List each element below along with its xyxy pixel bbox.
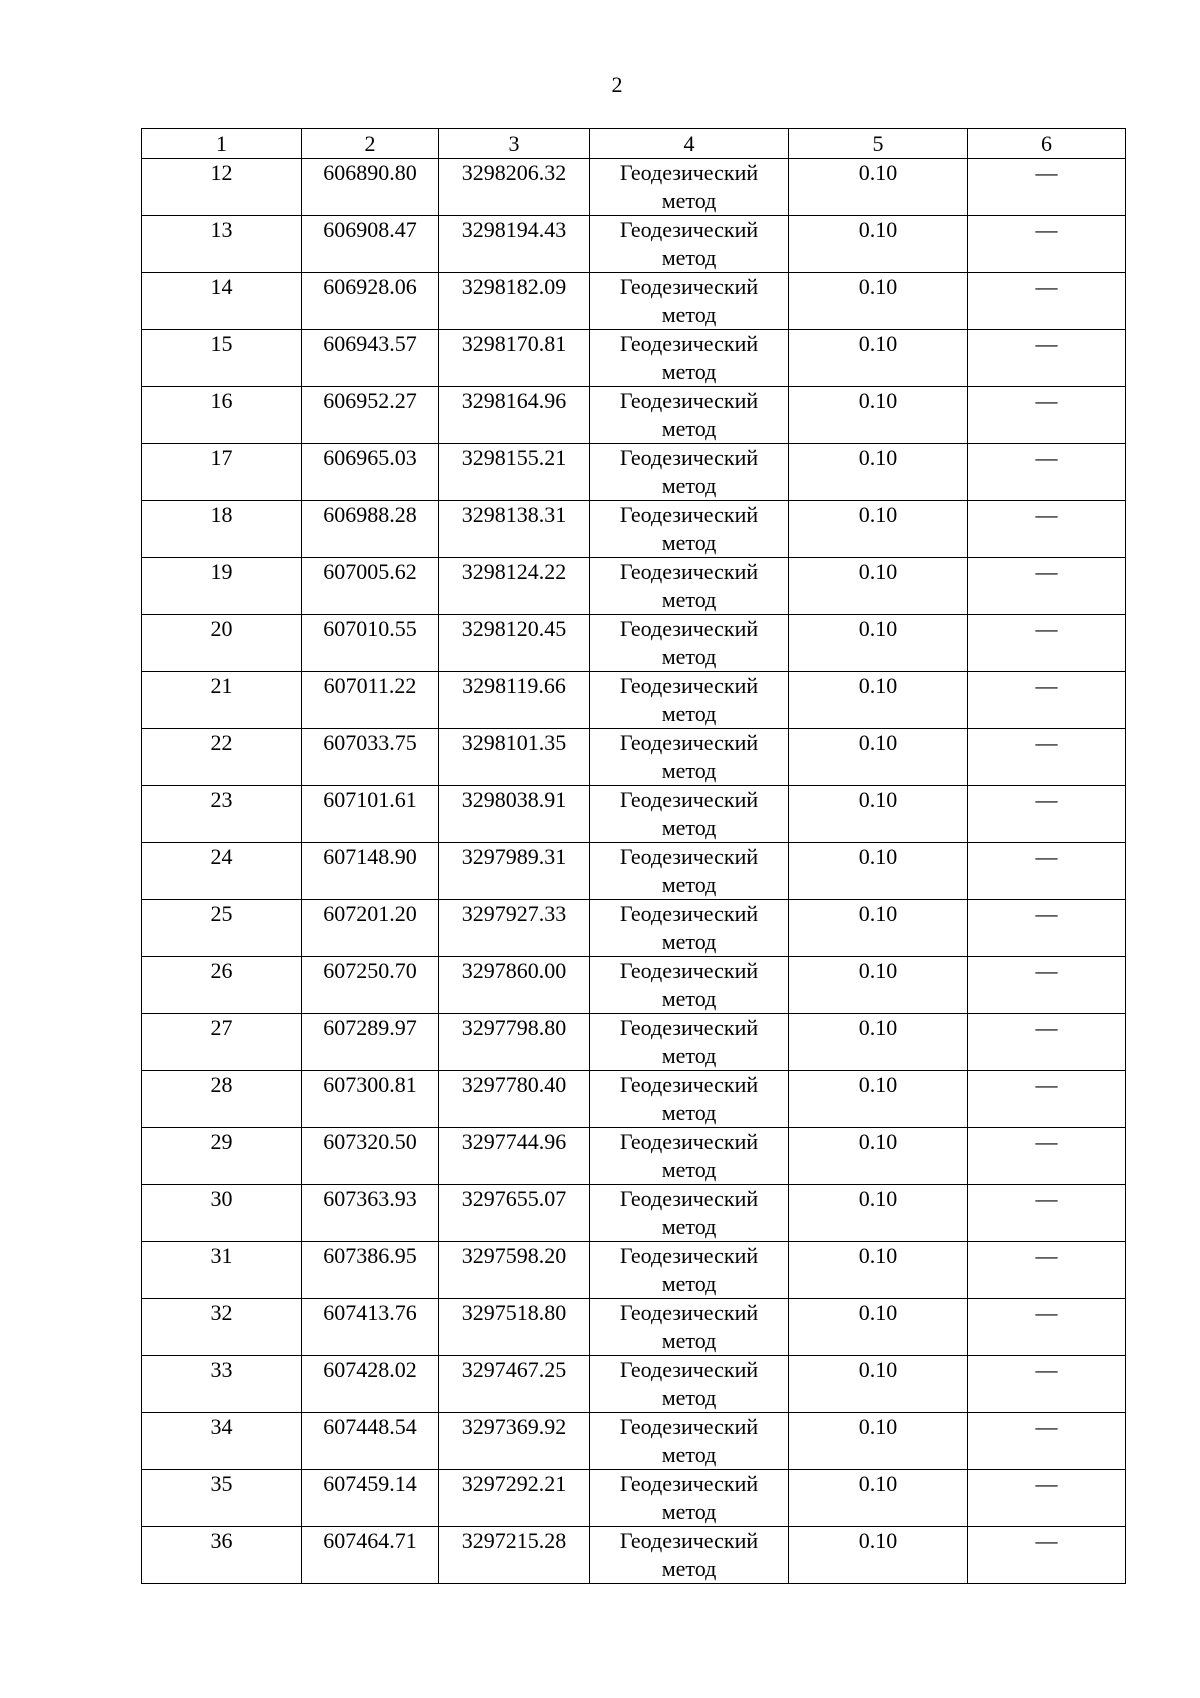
method-line: Геодезический [619, 1129, 759, 1154]
method-cell [590, 900, 789, 957]
x-coordinate-cell: 606890.80 [302, 159, 439, 216]
table-row [142, 900, 1126, 957]
method-cell [590, 216, 789, 273]
x-coordinate-cell: 607033.75 [302, 729, 439, 786]
note-cell: — [968, 501, 1126, 558]
table-row [142, 672, 1126, 729]
note-cell: — [968, 729, 1126, 786]
y-coordinate-cell: 3298124.22 [439, 558, 590, 615]
note-cell: — [968, 1527, 1126, 1584]
accuracy-cell: 0.10 [789, 1527, 968, 1584]
method-line: метод [661, 416, 717, 441]
method-cell [590, 1470, 789, 1527]
x-coordinate-cell: 606908.47 [302, 216, 439, 273]
x-coordinate-cell: 607289.97 [302, 1014, 439, 1071]
method-cell [590, 615, 789, 672]
table-row [142, 444, 1126, 501]
point-number-cell: 12 [142, 159, 302, 216]
method-line: Геодезический [619, 217, 759, 242]
method-cell [590, 1356, 789, 1413]
accuracy-cell: 0.10 [789, 1185, 968, 1242]
y-coordinate-cell: 3297598.20 [439, 1242, 590, 1299]
method-cell [590, 1299, 789, 1356]
header-col-4: 4 [590, 129, 789, 159]
method-line: метод [661, 986, 717, 1011]
table-row [142, 1242, 1126, 1299]
note-cell: — [968, 558, 1126, 615]
method-line: Геодезический [619, 787, 759, 812]
accuracy-cell: 0.10 [789, 558, 968, 615]
x-coordinate-cell: 607363.93 [302, 1185, 439, 1242]
method-line: метод [661, 1157, 717, 1182]
y-coordinate-cell: 3298170.81 [439, 330, 590, 387]
method-line: метод [661, 473, 717, 498]
table-row [142, 159, 1126, 216]
method-line: Геодезический [619, 1471, 759, 1496]
method-line: метод [661, 1271, 717, 1296]
table-row [142, 387, 1126, 444]
method-cell [590, 273, 789, 330]
table-row [142, 957, 1126, 1014]
method-line: метод [661, 302, 717, 327]
point-number-cell: 35 [142, 1470, 302, 1527]
point-number-cell: 14 [142, 273, 302, 330]
y-coordinate-cell: 3297467.25 [439, 1356, 590, 1413]
point-number-cell: 29 [142, 1128, 302, 1185]
accuracy-cell: 0.10 [789, 444, 968, 501]
table-row [142, 1071, 1126, 1128]
note-cell: — [968, 330, 1126, 387]
table-row [142, 1128, 1126, 1185]
header-col-1: 1 [142, 129, 302, 159]
x-coordinate-cell: 607428.02 [302, 1356, 439, 1413]
y-coordinate-cell: 3298164.96 [439, 387, 590, 444]
point-number-cell: 17 [142, 444, 302, 501]
x-coordinate-cell: 607300.81 [302, 1071, 439, 1128]
method-line: метод [661, 815, 717, 840]
table-row [142, 558, 1126, 615]
method-line: метод [661, 359, 717, 384]
header-col-2: 2 [302, 129, 439, 159]
accuracy-cell: 0.10 [789, 1128, 968, 1185]
method-line: метод [661, 872, 717, 897]
method-line: метод [661, 644, 717, 669]
method-line: Геодезический [619, 559, 759, 584]
accuracy-cell: 0.10 [789, 1299, 968, 1356]
x-coordinate-cell: 607448.54 [302, 1413, 439, 1470]
method-line: Геодезический [619, 445, 759, 470]
y-coordinate-cell: 3297744.96 [439, 1128, 590, 1185]
accuracy-cell: 0.10 [789, 1356, 968, 1413]
method-cell [590, 672, 789, 729]
x-coordinate-cell: 607250.70 [302, 957, 439, 1014]
method-cell [590, 843, 789, 900]
accuracy-cell: 0.10 [789, 1014, 968, 1071]
point-number-cell: 22 [142, 729, 302, 786]
method-line: Геодезический [619, 274, 759, 299]
method-line: метод [661, 1214, 717, 1239]
method-line: Геодезический [619, 1357, 759, 1382]
method-line: Геодезический [619, 958, 759, 983]
y-coordinate-cell: 3297780.40 [439, 1071, 590, 1128]
table-row [142, 1356, 1126, 1413]
method-line: Геодезический [619, 1243, 759, 1268]
x-coordinate-cell: 607148.90 [302, 843, 439, 900]
accuracy-cell: 0.10 [789, 672, 968, 729]
table-row [142, 615, 1126, 672]
point-number-cell: 15 [142, 330, 302, 387]
note-cell: — [968, 1128, 1126, 1185]
method-line: метод [661, 1499, 717, 1524]
table-row [142, 843, 1126, 900]
note-cell: — [968, 615, 1126, 672]
accuracy-cell: 0.10 [789, 957, 968, 1014]
note-cell: — [968, 1071, 1126, 1128]
method-line: Геодезический [619, 331, 759, 356]
y-coordinate-cell: 3298101.35 [439, 729, 590, 786]
note-cell: — [968, 672, 1126, 729]
x-coordinate-cell: 607459.14 [302, 1470, 439, 1527]
accuracy-cell: 0.10 [789, 387, 968, 444]
table-row [142, 786, 1126, 843]
point-number-cell: 21 [142, 672, 302, 729]
accuracy-cell: 0.10 [789, 843, 968, 900]
x-coordinate-cell: 606928.06 [302, 273, 439, 330]
accuracy-cell: 0.10 [789, 330, 968, 387]
y-coordinate-cell: 3297927.33 [439, 900, 590, 957]
x-coordinate-cell: 607464.71 [302, 1527, 439, 1584]
method-line: метод [661, 701, 717, 726]
x-coordinate-cell: 607413.76 [302, 1299, 439, 1356]
header-row [142, 129, 1126, 159]
table-row [142, 1299, 1126, 1356]
table-row [142, 330, 1126, 387]
note-cell: — [968, 444, 1126, 501]
method-line: Геодезический [619, 502, 759, 527]
note-cell: — [968, 387, 1126, 444]
table-row [142, 216, 1126, 273]
method-line: Геодезический [619, 616, 759, 641]
table-row [142, 501, 1126, 558]
method-cell [590, 501, 789, 558]
table-row [142, 1527, 1126, 1584]
method-line: метод [661, 1100, 717, 1125]
coordinates-table [141, 128, 1126, 1584]
point-number-cell: 30 [142, 1185, 302, 1242]
y-coordinate-cell: 3298138.31 [439, 501, 590, 558]
note-cell: — [968, 957, 1126, 1014]
table-body [142, 159, 1126, 1584]
note-cell: — [968, 1356, 1126, 1413]
point-number-cell: 16 [142, 387, 302, 444]
method-line: метод [661, 188, 717, 213]
method-line: Геодезический [619, 1300, 759, 1325]
y-coordinate-cell: 3298206.32 [439, 159, 590, 216]
note-cell: — [968, 1185, 1126, 1242]
note-cell: — [968, 273, 1126, 330]
y-coordinate-cell: 3298182.09 [439, 273, 590, 330]
method-line: метод [661, 1043, 717, 1068]
y-coordinate-cell: 3297215.28 [439, 1527, 590, 1584]
point-number-cell: 18 [142, 501, 302, 558]
table-header [142, 129, 1126, 159]
method-line: метод [661, 1328, 717, 1353]
point-number-cell: 26 [142, 957, 302, 1014]
note-cell: — [968, 900, 1126, 957]
y-coordinate-cell: 3298120.45 [439, 615, 590, 672]
x-coordinate-cell: 607101.61 [302, 786, 439, 843]
method-line: Геодезический [619, 730, 759, 755]
method-line: метод [661, 758, 717, 783]
y-coordinate-cell: 3297655.07 [439, 1185, 590, 1242]
note-cell: — [968, 786, 1126, 843]
method-cell [590, 387, 789, 444]
method-line: Геодезический [619, 1015, 759, 1040]
method-cell [590, 1185, 789, 1242]
note-cell: — [968, 159, 1126, 216]
point-number-cell: 23 [142, 786, 302, 843]
method-line: Геодезический [619, 844, 759, 869]
point-number-cell: 28 [142, 1071, 302, 1128]
method-line: метод [661, 1442, 717, 1467]
method-cell [590, 1242, 789, 1299]
y-coordinate-cell: 3298038.91 [439, 786, 590, 843]
x-coordinate-cell: 607320.50 [302, 1128, 439, 1185]
accuracy-cell: 0.10 [789, 273, 968, 330]
accuracy-cell: 0.10 [789, 1242, 968, 1299]
page-number: 2 [611, 72, 623, 97]
x-coordinate-cell: 606965.03 [302, 444, 439, 501]
method-line: Геодезический [619, 1528, 759, 1553]
accuracy-cell: 0.10 [789, 786, 968, 843]
table-row [142, 1014, 1126, 1071]
point-number-cell: 24 [142, 843, 302, 900]
note-cell: — [968, 216, 1126, 273]
method-line: Геодезический [619, 388, 759, 413]
y-coordinate-cell: 3297798.80 [439, 1014, 590, 1071]
x-coordinate-cell: 607010.55 [302, 615, 439, 672]
point-number-cell: 20 [142, 615, 302, 672]
accuracy-cell: 0.10 [789, 216, 968, 273]
accuracy-cell: 0.10 [789, 1071, 968, 1128]
header-col-6: 6 [968, 129, 1126, 159]
y-coordinate-cell: 3298155.21 [439, 444, 590, 501]
y-coordinate-cell: 3298194.43 [439, 216, 590, 273]
method-line: Геодезический [619, 1414, 759, 1439]
method-cell [590, 786, 789, 843]
accuracy-cell: 0.10 [789, 615, 968, 672]
table-row [142, 1470, 1126, 1527]
x-coordinate-cell: 607005.62 [302, 558, 439, 615]
table-row [142, 729, 1126, 786]
note-cell: — [968, 843, 1126, 900]
method-cell [590, 957, 789, 1014]
note-cell: — [968, 1413, 1126, 1470]
method-cell [590, 1527, 789, 1584]
note-cell: — [968, 1299, 1126, 1356]
table-row [142, 1413, 1126, 1470]
note-cell: — [968, 1470, 1126, 1527]
point-number-cell: 36 [142, 1527, 302, 1584]
method-line: метод [661, 245, 717, 270]
point-number-cell: 32 [142, 1299, 302, 1356]
y-coordinate-cell: 3297292.21 [439, 1470, 590, 1527]
method-cell [590, 444, 789, 501]
point-number-cell: 33 [142, 1356, 302, 1413]
table-row [142, 1185, 1126, 1242]
method-cell [590, 330, 789, 387]
header-col-3: 3 [439, 129, 590, 159]
x-coordinate-cell: 606952.27 [302, 387, 439, 444]
point-number-cell: 31 [142, 1242, 302, 1299]
method-cell [590, 159, 789, 216]
y-coordinate-cell: 3297989.31 [439, 843, 590, 900]
table-row [142, 273, 1126, 330]
method-cell [590, 1071, 789, 1128]
method-line: метод [661, 1556, 717, 1581]
x-coordinate-cell: 607201.20 [302, 900, 439, 957]
accuracy-cell: 0.10 [789, 501, 968, 558]
point-number-cell: 19 [142, 558, 302, 615]
method-cell [590, 729, 789, 786]
y-coordinate-cell: 3297369.92 [439, 1413, 590, 1470]
accuracy-cell: 0.10 [789, 900, 968, 957]
method-cell [590, 558, 789, 615]
header-col-5: 5 [789, 129, 968, 159]
method-line: Геодезический [619, 160, 759, 185]
method-line: Геодезический [619, 901, 759, 926]
method-line: Геодезический [619, 1186, 759, 1211]
point-number-cell: 13 [142, 216, 302, 273]
note-cell: — [968, 1014, 1126, 1071]
point-number-cell: 25 [142, 900, 302, 957]
x-coordinate-cell: 607386.95 [302, 1242, 439, 1299]
method-line: метод [661, 530, 717, 555]
x-coordinate-cell: 606988.28 [302, 501, 439, 558]
point-number-cell: 27 [142, 1014, 302, 1071]
x-coordinate-cell: 607011.22 [302, 672, 439, 729]
accuracy-cell: 0.10 [789, 729, 968, 786]
method-line: Геодезический [619, 1072, 759, 1097]
x-coordinate-cell: 606943.57 [302, 330, 439, 387]
accuracy-cell: 0.10 [789, 1470, 968, 1527]
method-line: метод [661, 929, 717, 954]
y-coordinate-cell: 3298119.66 [439, 672, 590, 729]
accuracy-cell: 0.10 [789, 1413, 968, 1470]
accuracy-cell: 0.10 [789, 159, 968, 216]
method-line: метод [661, 587, 717, 612]
method-cell [590, 1128, 789, 1185]
method-line: метод [661, 1385, 717, 1410]
note-cell: — [968, 1242, 1126, 1299]
method-line: Геодезический [619, 673, 759, 698]
method-cell [590, 1014, 789, 1071]
method-cell [590, 1413, 789, 1470]
y-coordinate-cell: 3297860.00 [439, 957, 590, 1014]
point-number-cell: 34 [142, 1413, 302, 1470]
y-coordinate-cell: 3297518.80 [439, 1299, 590, 1356]
